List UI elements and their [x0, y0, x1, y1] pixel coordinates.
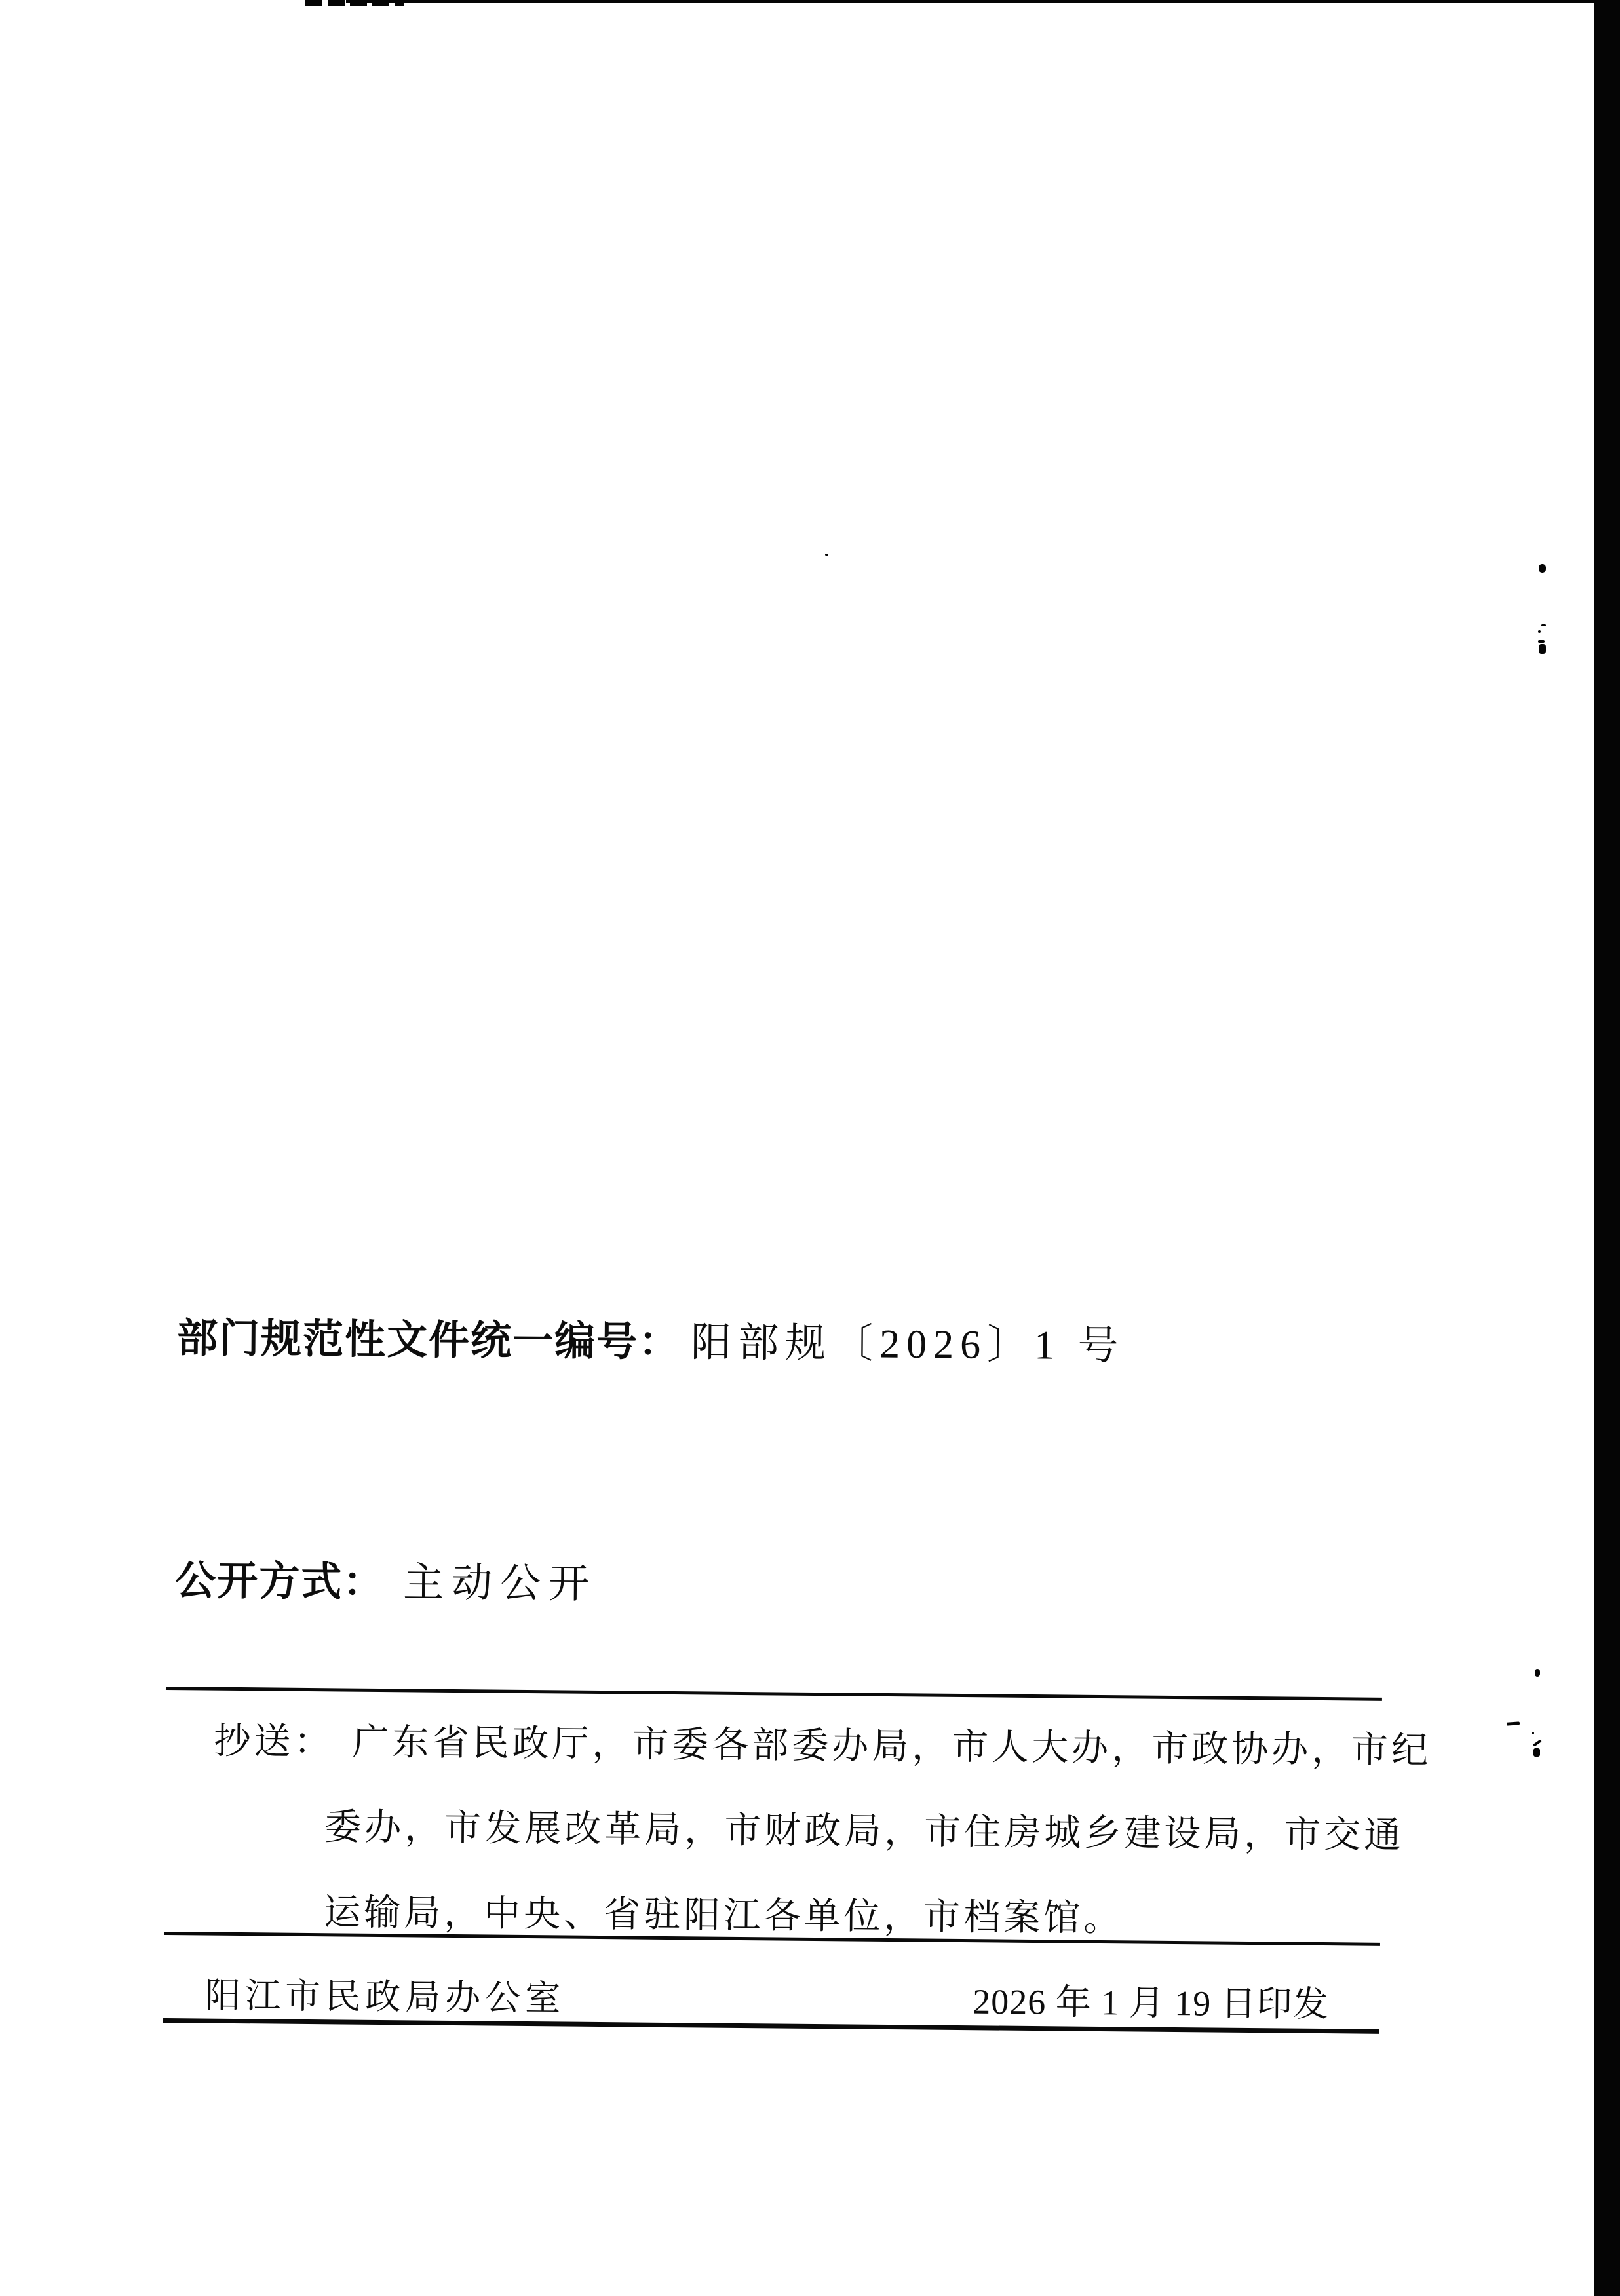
- cc-section-top-rule: [166, 1687, 1382, 1701]
- reference-number-label: 部门规范性文件统一编号：: [176, 1316, 681, 1366]
- issuing-office: 阳江市民政局办公室: [205, 1976, 566, 2018]
- disclosure-method-value: 主动公开: [403, 1560, 598, 1607]
- disclosure-method-label: 公开方式：: [175, 1558, 385, 1605]
- cc-line-1-text: 广东省民政厅，市委各部委办局，市人大办，市政协办，市纪: [352, 1722, 1432, 1772]
- cc-label: 抄送：: [214, 1721, 334, 1763]
- cc-line-3: 运输局，中央、省驻阳江各单位，市档案馆。: [324, 1892, 1124, 1940]
- disclosure-method-line: [175, 1548, 598, 1609]
- reference-number-line: [177, 1305, 1125, 1371]
- cc-line-1: [214, 1712, 1432, 1774]
- cc-line-2: 委办，市发展改革局，市财政局，市住房城乡建设局，市交通: [324, 1807, 1404, 1856]
- print-date: 2026 年 1 月 19 日印发: [973, 1981, 1329, 2024]
- reference-number-value: 阳部规〔2026〕1 号: [690, 1320, 1125, 1369]
